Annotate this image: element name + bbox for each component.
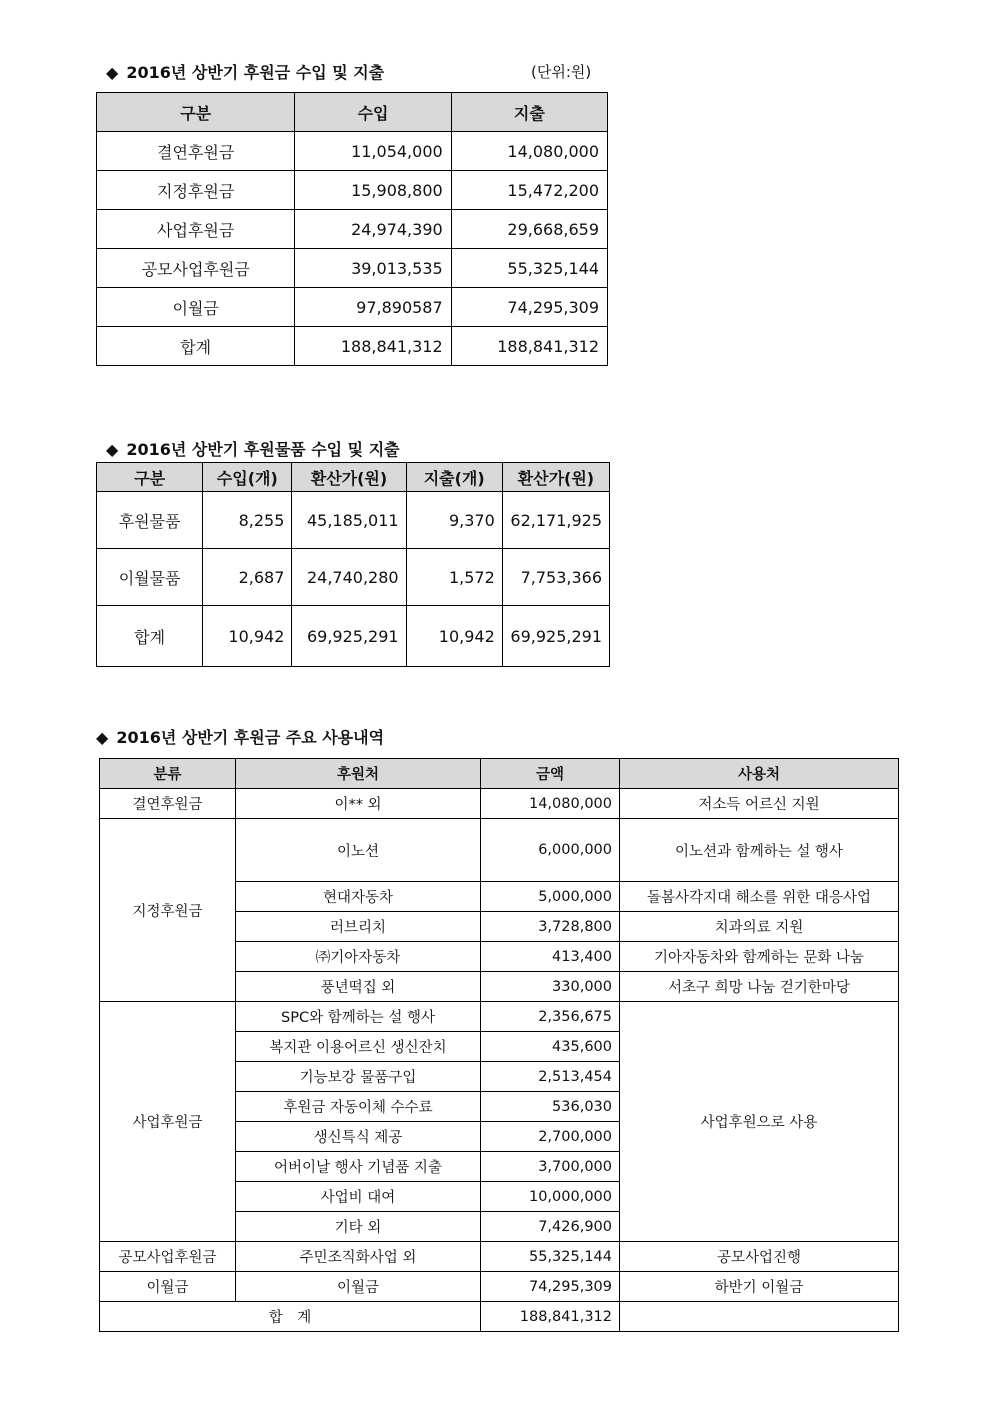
diamond-bullet-icon: ◆ xyxy=(106,440,119,459)
donor-cell: 사업비 대여 xyxy=(236,1182,481,1212)
table-header-row xyxy=(97,93,608,132)
category-cell: 사업후원금 xyxy=(97,210,295,249)
category-cell: 사업후원금 xyxy=(100,1002,236,1242)
amount-cell: 55,325,144 xyxy=(481,1242,620,1272)
amount-cell: 14,080,000 xyxy=(481,789,620,819)
amount-cell: 330,000 xyxy=(481,972,620,1002)
value-cell: 1,572 xyxy=(406,549,502,606)
expense-cell: 74,295,309 xyxy=(451,288,607,327)
expense-cell: 55,325,144 xyxy=(451,249,607,288)
donor-cell: 후원금 자동이체 수수료 xyxy=(236,1092,481,1122)
total-amount: 188,841,312 xyxy=(481,1302,620,1332)
donor-cell: 현대자동차 xyxy=(236,882,481,912)
amount-cell: 435,600 xyxy=(481,1032,620,1062)
section1-title-text: 2016년 상반기 후원금 수입 및 지출 xyxy=(126,63,385,82)
income-cell: 188,841,312 xyxy=(295,327,451,366)
section2-title xyxy=(106,437,400,460)
usage-cell: 돌봄사각지대 해소를 위한 대응사업 xyxy=(620,882,899,912)
amount-cell: 2,700,000 xyxy=(481,1122,620,1152)
category-cell: 이월물품 xyxy=(97,549,203,606)
amount-cell: 3,728,800 xyxy=(481,912,620,942)
amount-cell: 413,400 xyxy=(481,942,620,972)
header-cell: 구분 xyxy=(97,93,295,132)
section2-title-text: 2016년 상반기 후원물품 수입 및 지출 xyxy=(126,440,400,459)
category-cell: 지정후원금 xyxy=(100,819,236,1002)
total-label: 합 계 xyxy=(100,1302,481,1332)
table-row xyxy=(100,1002,899,1032)
header-cell: 구분 xyxy=(97,463,203,492)
header-cell: 사용처 xyxy=(620,759,899,789)
category-cell: 합계 xyxy=(97,327,295,366)
expense-cell: 188,841,312 xyxy=(451,327,607,366)
donor-cell: 이노션 xyxy=(236,819,481,882)
expense-cell: 29,668,659 xyxy=(451,210,607,249)
table-row xyxy=(97,492,610,549)
value-cell: 8,255 xyxy=(203,492,292,549)
category-cell: 결연후원금 xyxy=(97,132,295,171)
table-row xyxy=(100,1242,899,1272)
header-cell: 환산가(원) xyxy=(292,463,406,492)
total-row xyxy=(97,327,608,366)
category-cell: 지정후원금 xyxy=(97,171,295,210)
table-row xyxy=(97,549,610,606)
header-cell: 지출(개) xyxy=(406,463,502,492)
value-cell: 7,753,366 xyxy=(502,549,609,606)
value-cell: 24,740,280 xyxy=(292,549,406,606)
usage-cell: 기아자동차와 함께하는 문화 나눔 xyxy=(620,942,899,972)
amount-cell: 7,426,900 xyxy=(481,1212,620,1242)
category-cell: 공모사업후원금 xyxy=(97,249,295,288)
table-row xyxy=(97,210,608,249)
header-cell: 수입(개) xyxy=(203,463,292,492)
usage-table xyxy=(99,758,899,1332)
diamond-bullet-icon: ◆ xyxy=(106,63,119,82)
amount-cell: 10,000,000 xyxy=(481,1182,620,1212)
category-cell: 결연후원금 xyxy=(100,789,236,819)
income-cell: 39,013,535 xyxy=(295,249,451,288)
usage-cell: 공모사업진행 xyxy=(620,1242,899,1272)
donor-cell: 이** 외 xyxy=(236,789,481,819)
table-row xyxy=(100,1272,899,1302)
usage-cell: 저소득 어르신 지원 xyxy=(620,789,899,819)
value-cell: 69,925,291 xyxy=(502,606,609,667)
amount-cell: 3,700,000 xyxy=(481,1152,620,1182)
category-cell: 합계 xyxy=(97,606,203,667)
category-cell: 이월금 xyxy=(97,288,295,327)
header-cell: 환산가(원) xyxy=(502,463,609,492)
donor-cell: 어버이날 행사 기념품 지출 xyxy=(236,1152,481,1182)
amount-cell: 6,000,000 xyxy=(481,819,620,882)
expense-cell: 15,472,200 xyxy=(451,171,607,210)
value-cell: 10,942 xyxy=(406,606,502,667)
table-row xyxy=(97,288,608,327)
value-cell: 2,687 xyxy=(203,549,292,606)
value-cell: 69,925,291 xyxy=(292,606,406,667)
income-cell: 11,054,000 xyxy=(295,132,451,171)
donor-cell: ㈜기아자동차 xyxy=(236,942,481,972)
amount-cell: 74,295,309 xyxy=(481,1272,620,1302)
header-cell: 지출 xyxy=(451,93,607,132)
table-header-row xyxy=(100,759,899,789)
unit-label: (단위:원) xyxy=(531,63,592,81)
category-cell: 이월금 xyxy=(100,1272,236,1302)
header-cell: 분류 xyxy=(100,759,236,789)
table-row xyxy=(100,789,899,819)
expense-cell: 14,080,000 xyxy=(451,132,607,171)
table-row xyxy=(97,249,608,288)
category-cell: 공모사업후원금 xyxy=(100,1242,236,1272)
donor-cell: 주민조직화사업 외 xyxy=(236,1242,481,1272)
usage-cell: 사업후원으로 사용 xyxy=(620,1002,899,1242)
amount-cell: 2,513,454 xyxy=(481,1062,620,1092)
usage-cell: 하반기 이월금 xyxy=(620,1272,899,1302)
empty-cell xyxy=(620,1302,899,1332)
donor-cell: 생신특식 제공 xyxy=(236,1122,481,1152)
income-expense-table xyxy=(96,92,608,366)
goods-table xyxy=(96,462,610,667)
total-row xyxy=(97,606,610,667)
amount-cell: 5,000,000 xyxy=(481,882,620,912)
amount-cell: 536,030 xyxy=(481,1092,620,1122)
table-header-row xyxy=(97,463,610,492)
diamond-bullet-icon: ◆ xyxy=(96,728,109,747)
amount-cell: 2,356,675 xyxy=(481,1002,620,1032)
category-cell: 후원물품 xyxy=(97,492,203,549)
donor-cell: 기타 외 xyxy=(236,1212,481,1242)
value-cell: 9,370 xyxy=(406,492,502,549)
usage-cell: 이노션과 함께하는 설 행사 xyxy=(620,819,899,882)
donor-cell: 풍년떡집 외 xyxy=(236,972,481,1002)
table-row xyxy=(97,132,608,171)
donor-cell: 기능보강 물품구입 xyxy=(236,1062,481,1092)
donor-cell: 복지관 이용어르신 생신잔치 xyxy=(236,1032,481,1062)
value-cell: 62,171,925 xyxy=(502,492,609,549)
table-row xyxy=(100,819,899,882)
usage-cell: 서초구 희망 나눔 걷기한마당 xyxy=(620,972,899,1002)
value-cell: 45,185,011 xyxy=(292,492,406,549)
section3-title xyxy=(96,725,384,748)
donor-cell: 이월금 xyxy=(236,1272,481,1302)
donor-cell: 러브리치 xyxy=(236,912,481,942)
section3-title-text: 2016년 상반기 후원금 주요 사용내역 xyxy=(116,728,385,747)
table-row xyxy=(97,171,608,210)
header-cell: 금액 xyxy=(481,759,620,789)
total-row xyxy=(100,1302,899,1332)
income-cell: 24,974,390 xyxy=(295,210,451,249)
donor-cell: SPC와 함께하는 설 행사 xyxy=(236,1002,481,1032)
usage-cell: 치과의료 지원 xyxy=(620,912,899,942)
section1-title xyxy=(106,60,384,83)
header-cell: 수입 xyxy=(295,93,451,132)
income-cell: 15,908,800 xyxy=(295,171,451,210)
header-cell: 후원처 xyxy=(236,759,481,789)
value-cell: 10,942 xyxy=(203,606,292,667)
income-cell: 97,890587 xyxy=(295,288,451,327)
